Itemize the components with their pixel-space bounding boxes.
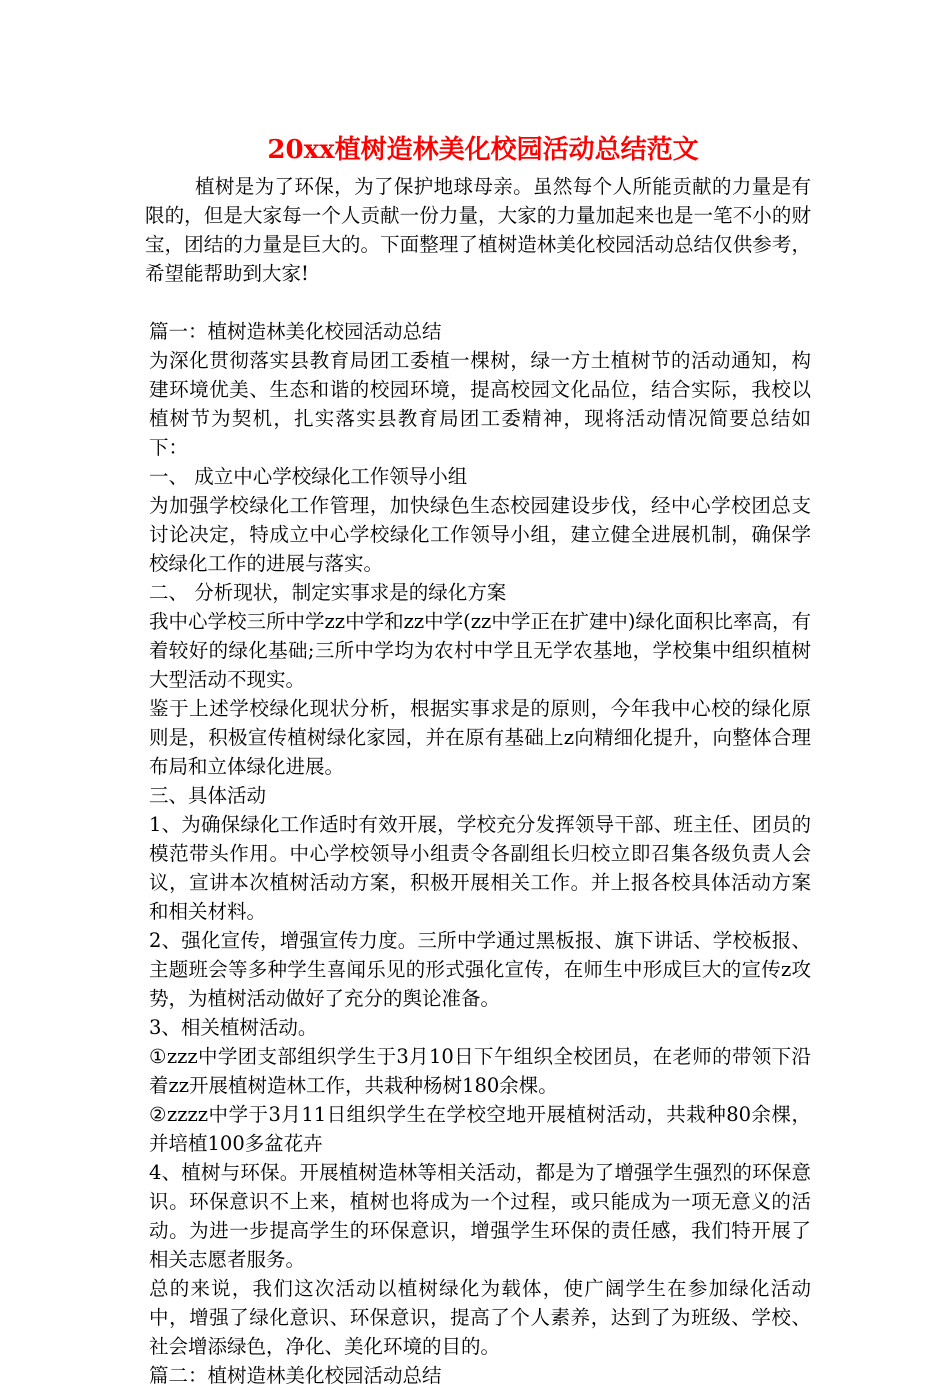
summary-paragraph: 总的来说，我们这次活动以植树绿化为载体，使广阔学生在参加绿化活动中，增强了绿化意识、环保意识，提高了个人素养，达到了为班级、学校、社会增添绿色，净化、美化环境的目的。: [149, 1277, 811, 1358]
body-paragraph: 我中心学校三所中学zz中学和zz中学(zz中学正在扩建中)绿化面积比率高，有着较好的绿化基础;三所中学均为农村中学且无学农基地，学校集中组织植树大型活动不现实。: [149, 610, 811, 691]
list-item: 4、植树与环保。开展植树造林等相关活动，都是为了增强学生强烈的环保意识。环保意识不上来，植树也将成为一个过程，或只能成为一项无意义的活动。为进一步提高学生的环保意识，增强学生环保的责任感，我们特开展了相关志愿者服务。: [149, 1161, 811, 1271]
sub-list-item: ②zzzz中学于3月11日组织学生在学校空地开展植树活动，共栽种80余棵，并培植100多盆花卉: [149, 1103, 811, 1155]
section-heading-part-one: 篇一：植树造林美化校园活动总结: [149, 320, 442, 343]
list-item: 3、相关植树活动。: [149, 1016, 318, 1039]
section-heading-three: 三、具体活动: [149, 784, 267, 807]
section-heading-one: 一、 成立中心学校绿化工作领导小组: [149, 465, 468, 488]
paragraph-spacer: [145, 288, 811, 317]
document-page: [145, 128, 811, 1390]
intro-paragraph: 植树是为了环保，为了保护地球母亲。虽然每个人所能贡献的力量是有限的，但是大家每一个人贡献一份力量，大家的力量加起来也是一笔不小的财宝，团结的力量是巨大的。下面整理了植树造林美化校园活动总结仅供参考，希望能帮助到大家!: [145, 175, 811, 285]
list-item: 2、强化宣传，增强宣传力度。三所中学通过黑板报、旗下讲话、学校板报、主题班会等多种学生喜闻乐见的形式强化宣传，在师生中形成巨大的宣传z攻势，为植树活动做好了充分的舆论准备。: [149, 929, 811, 1010]
list-item: 1、为确保绿化工作适时有效开展，学校充分发挥领导干部、班主任、团员的模范带头作用。中心学校领导小组责令各副组长归校立即召集各级负责人会议，宣讲本次植树活动方案，积极开展相关工作。并上报各校具体活动方案和相关材料。: [149, 813, 811, 923]
sub-list-item: ①zzz中学团支部组织学生于3月10日下午组织全校团员，在老师的带领下沿着zz开展植树造林工作，共栽种杨树180余棵。: [149, 1045, 811, 1097]
body-paragraph: 鉴于上述学校绿化现状分析，根据实事求是的原则，今年我中心校的绿化原则是，积极宣传植树绿化家园，并在原有基础上z向精细化提升，向整体合理布局和立体绿化进展。: [149, 697, 811, 778]
section-heading-two: 二、 分析现状，制定实事求是的绿化方案: [149, 581, 507, 604]
body-paragraph: 为加强学校绿化工作管理，加快绿色生态校园建设步伐，经中心学校团总支讨论决定，特成立中心学校绿化工作领导小组，建立健全进展机制，确保学校绿化工作的进展与落实。: [149, 494, 811, 575]
section-heading-part-two: 篇二：植树造林美化校园活动总结: [149, 1364, 442, 1387]
document-title: 20xx植树造林美化校园活动总结范文: [267, 135, 699, 165]
body-paragraph: 为深化贯彻落实县教育局团工委植一棵树，绿一方土植树节的活动通知，构建环境优美、生态和谐的校园环境，提高校园文化品位，结合实际，我校以植树节为契机，扎实落实县教育局团工委精神，现将活动情况简要总结如下：: [149, 349, 811, 459]
